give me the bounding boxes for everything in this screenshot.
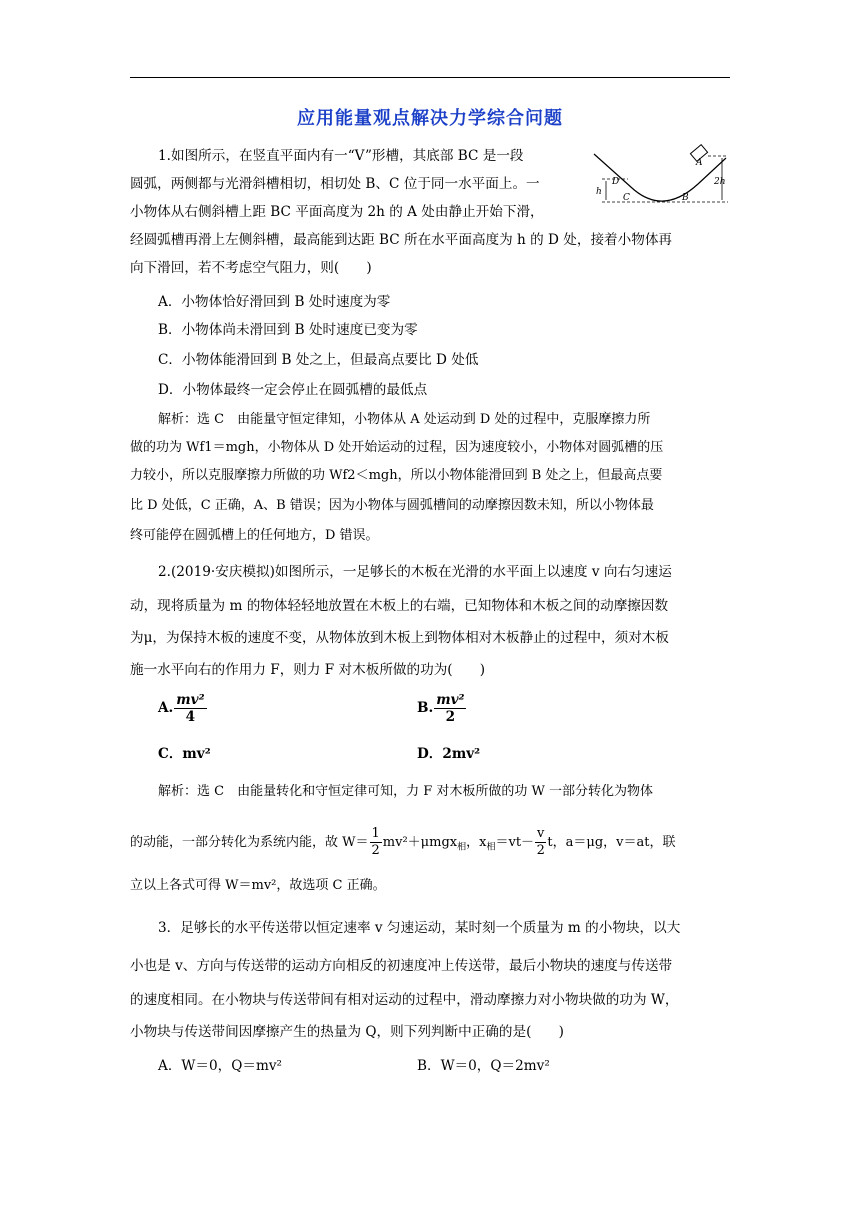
figure-label-a: A — [696, 158, 703, 168]
q1-line5: 向下滑回，若不考虑空气阻力，则( ) — [130, 260, 372, 276]
q1-option-b: B．小物体尚未滑回到 B 处时速度已变为零 — [158, 322, 418, 338]
q2-option-a: A. $\frac{\text{mv²}}{4}$ — [158, 692, 205, 725]
q2-analysis-1: 解析：选 C 由能量转化和守恒定律可知，力 F 对木板所做的功 W 一部分转化为物体 — [158, 784, 653, 799]
q1-analysis-5: 终可能停在圆弧槽上的任何地方，D 错误。 — [130, 528, 379, 543]
q1-option-a: A．小物体恰好滑回到 B 处时速度为零 — [158, 294, 391, 310]
figure-label-b: B — [682, 193, 689, 203]
v-groove-figure — [588, 144, 738, 216]
figure-label-c: C — [623, 193, 630, 203]
q2-analysis-3: 立以上各式可得 W＝mv²，故选项 C 正确。 — [130, 878, 386, 893]
q1-line2: 圆弧，两侧都与光滑斜槽相切，相切处 B、C 位于同一水平面上。一 — [130, 176, 540, 192]
q1-option-c: C．小物体能滑回到 B 处之上，但最高点要比 D 处低 — [158, 352, 479, 368]
q3-line1: 3．足够长的水平传送带以恒定速率 v 匀速运动，某时刻一个质量为 m 的小物块，以大 — [158, 920, 681, 936]
q3-option-a: A．W＝0，Q＝mv² — [158, 1058, 282, 1074]
q1-analysis-2: 做的功为 Wf1＝mgh，小物体从 D 处开始运动的过程，因为速度较小，小物体对圆弧槽的压 — [130, 440, 664, 455]
q1-analysis-4: 比 D 处低，C 正确，A、B 错误；因为小物体与圆弧槽间的动摩擦因数未知，所以小物体最 — [130, 498, 654, 513]
q1-line3: 小物体从右侧斜槽上距 BC 平面高度为 2h 的 A 处由静止开始下滑， — [130, 204, 544, 220]
q1-option-d: D．小物体最终一定会停止在圆弧槽的最低点 — [158, 382, 428, 398]
figure-label-d: D — [612, 177, 620, 187]
q2-line3: 为μ，为保持木板的速度不变，从物体放到木板上到物体相对木板静止的过程中，须对木板 — [130, 630, 669, 646]
q3-line3: 的速度相同。在小物块与传送带间有相对运动的过程中，滑动摩擦力对小物块做的功为 W， — [130, 992, 679, 1008]
q2-analysis-2: 的动能，一部分转化为系统内能，故 W＝ $\frac{1}{2}$ mv²＋μmgx$_相$，$x_相=vt-$ $\frac{v}{2}$ t，a＝μg，v＝at，联 — [130, 826, 676, 858]
q1-line1: 1.如图所示，在竖直平面内有一“V”形槽，其底部 BC 是一段 — [158, 148, 524, 164]
q2-option-c: C．mv² — [158, 746, 211, 762]
q3-option-b: B．W＝0，Q＝2mv² — [417, 1058, 550, 1074]
q1-analysis-1: 解析：选 C 由能量守恒定律知，小物体从 A 处运动到 D 处的过程中，克服摩擦力所 — [158, 412, 651, 427]
q2-option-b: B. $\frac{\text{mv²}}{2}$ — [417, 692, 465, 725]
figure-label-h: h — [596, 187, 602, 197]
page-title: 应用能量观点解决力学综合问题 — [297, 108, 563, 129]
q3-line2: 小也是 v、方向与传送带的运动方向相反的初速度冲上传送带，最后小物块的速度与传送带 — [130, 958, 673, 974]
q2-line1: 2.(2019·安庆模拟)如图所示，一足够长的木板在光滑的水平面上以速度 v 向右匀速运 — [158, 564, 672, 580]
q2-line4: 施一水平向右的作用力 F，则力 F 对木板所做的功为( ) — [130, 662, 486, 678]
figure-label-2h: 2h — [714, 177, 726, 187]
q1-analysis-3: 力较小，所以克服摩擦力所做的功 Wf2＜mgh，所以小物体能滑回到 B 处之上，但最高点要 — [130, 468, 663, 483]
q2-option-d: D．2mv² — [417, 746, 481, 762]
header-rule — [130, 77, 730, 78]
q3-line4: 小物块与传送带间因摩擦产生的热量为 Q，则下列判断中正确的是( ) — [130, 1024, 564, 1040]
q2-line2: 动，现将质量为 m 的物体轻轻地放置在木板上的右端，已知物体和木板之间的动摩擦因数 — [130, 598, 669, 614]
q1-line4: 经圆弧槽再滑上左侧斜槽，最高能到达距 BC 所在水平面高度为 h 的 D 处，接着小物体再 — [130, 232, 673, 248]
